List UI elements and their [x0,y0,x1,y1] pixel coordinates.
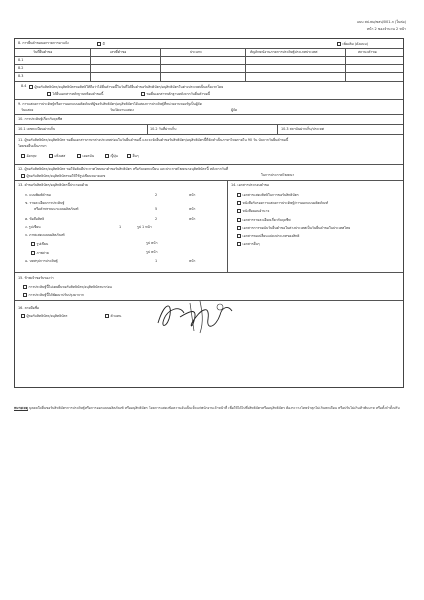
evidence-now-label: ได้ยื่นเอกสารหลักฐานพร้อมคำขอนี้ [52,92,104,96]
component-count: 2 [155,217,158,221]
section-8-attach-checkbox[interactable] [337,42,341,46]
section-16-row [15,301,403,341]
deposit-date-field[interactable]: 10.2 วันที่ฝากเก็บ [150,127,177,131]
section-8-4-text: ผู้ขอรับสิทธิบัตร/อนุสิทธิบัตรขอสิทธิให้ถือว่าได้ยื่นคำขอนี้ในวันที่ได้ยื่นคำขอรับสิทธิบัตร/อนุสิทธิบัตรในต่างประเทศเป็นครั้งแรกโดย [34,85,224,89]
doc-checkbox[interactable] [237,193,241,197]
photo-checkbox[interactable] [31,251,35,255]
lang-german-option[interactable] [77,154,94,159]
section-11-sub: โดยขอยื่นเป็นภาษา [18,144,47,148]
certify-checkbox-1[interactable] [23,285,27,289]
doc-option[interactable] [237,234,299,239]
doc-checkbox[interactable] [237,218,241,222]
lang-german-label: เยอรมัน [82,154,95,158]
section-8-4-checkbox[interactable] [29,85,33,89]
col-status: สถานะคำขอ [358,50,377,54]
doc-option[interactable] [237,209,269,214]
doc-checkbox[interactable] [237,201,241,205]
component-label: หรือคำพรรณนาแบบผลิตภัณฑ์ [34,207,79,211]
form-frame [14,38,404,388]
row-label: 8.3 [18,74,24,78]
section-8-attach-label: เพิ่มเติม (ดังแนบ) [342,42,368,46]
component-label: ง. รูปเขียน [25,225,41,229]
photo-option[interactable] [31,251,49,256]
doc-label: เอกสารแสดงสิทธิในการขอรับสิทธิบัตร [242,193,299,197]
evidence-later-label: ขอยื่นเอกสารหลักฐานหลังจากวันยื่นคำขอนี้ [146,92,210,96]
section-12-opt-label: ผู้ขอรับสิทธิบัตร/อนุสิทธิบัตรขอให้ใช้รูปเขียนหมายเลข [26,174,106,178]
certify-label-1: การประดิษฐ์นี้ไม่เคยยื่นขอรับสิทธิบัตร/อนุสิทธิบัตรมาก่อน [28,285,112,289]
col-type: ประเภท [190,50,202,54]
section-9-row [15,100,403,115]
doc-option[interactable] [237,218,290,223]
certify-option-2[interactable] [23,293,84,298]
col-classification: สัญลักษณ์งานภาคการประดิษฐ์ประเภทประเทศ [250,50,318,54]
section-8-4-label: 8.4 [21,84,27,88]
signature-image [150,297,240,335]
lang-other-label: อื่นๆ [132,154,139,158]
section-14-title: 14. เอกสารประกอบคำขอ [231,183,270,187]
doc-checkbox[interactable] [237,209,241,213]
footnote-text: บุคคลใดยื่นขอรับสิทธิบัตรการประดิษฐ์หรือการออกแบบผลิตภัณฑ์ หรืออนุสิทธิบัตร โดยการแสดงข้อความอันเป็นเท็จแก่พนักงานเจ้าหน้าที่ เพื่อให้ได้ไปซึ่งสิทธิบัตรหรืออนุสิทธิบัตร ต้องระวางโทษจำคุกไม่เกินหกเดือน หรือปรับไม่เกินห้าพันบาท หรือทั้งจำทั้งปรับ [29,406,400,410]
doc-label: เอกสารขอเปลี่ยนแปลงประเภทของสิทธิ [242,234,300,238]
doc-label: เอกสารรายละเอียดเกี่ยวกับจุลชีพ [242,218,291,222]
section-9-title: 9. การแสดงการประดิษฐ์หรือการออกแบบผลิตภัณฑ์ผู้ขอรับสิทธิบัตร/อนุสิทธิบัตรได้แสดงการประดิษฐ์ที่หน่วยงานของรัฐเป็นผู้จัด [18,102,202,106]
component-count: 5 [155,207,158,211]
section-8-4-row [15,82,403,100]
doc-label: เอกสารอื่นๆ [242,242,260,246]
section-10-title-row [15,115,403,125]
component-unit: หน้า [189,259,196,263]
signer-agent-label: ตัวแทน [110,314,122,318]
component-unit: รูป หน้า [146,250,158,254]
exhibition-open-label: วันเปิดงานแสดง [110,108,134,112]
component-unit: รูป 1 หน้า [137,225,152,229]
component-count: 1 [119,225,122,229]
component-count: 2 [155,193,158,197]
page-info: หน้า 2 ของจำนวน 2 หน้า [366,27,406,31]
signer-agent-option[interactable] [105,314,121,319]
section-8-data-row [15,57,403,65]
photo-label: ภาพถ่าย [36,251,49,255]
footnote-lead: หมายเหตุ [14,406,28,410]
doc-option[interactable] [237,226,350,231]
evidence-now-checkbox[interactable] [47,92,51,96]
component-label: จ. ภาพแสดงแบบผลิตภัณฑ์ [25,233,65,237]
section-8-yes-checkbox[interactable] [97,42,101,46]
drawing-checkbox[interactable] [31,242,35,246]
section-8-4-claim-option[interactable] [29,85,223,90]
section-8-4-option-1[interactable] [47,92,103,97]
exhibition-organizer-label: ผู้จัด [231,108,238,112]
section-13-14-row [15,181,403,273]
signer-applicant-checkbox[interactable] [21,314,25,318]
lang-japanese-label: ญี่ปุ่น [110,154,118,158]
lang-japanese-checkbox[interactable] [105,154,109,158]
deposit-number-field[interactable]: 10.1 เลขทะเบียนฝากเก็บ [18,127,56,131]
doc-option[interactable] [237,201,328,206]
lang-japanese-option[interactable] [105,154,118,159]
drawing-option[interactable] [31,242,48,247]
section-8-4-option-2[interactable] [141,92,210,97]
component-unit: หน้า [189,217,196,221]
section-12-right: ในการประกาศโฆษณา [261,173,295,177]
section-12-figure-option[interactable] [21,174,105,179]
form-code: แบบ สป.พม/ขสป/001-ก (ใบต่อ) [356,20,406,24]
section-8-data-row [15,65,403,73]
section-10-title: 10. การประดิษฐ์เกี่ยวกับจุลชีพ [18,117,63,121]
section-8-title: 8. การยื่นคำขอบอกรายการมาแจ้ง [18,41,69,45]
section-12-title: 12. ผู้ขอรับสิทธิบัตร/อนุสิทธิบัตร ขอให้อธิบดีประกาศโฆษณาคำขอรับสิทธิบัตร หรือรับจดทะเบียน และประกาศโฆษณาอนุสิทธิบัตรนี้ หลังจากวันที่ [18,167,229,171]
footnote [14,406,406,411]
row-label: 8.1 [18,58,24,62]
drawing-label: รูปเขียน [36,242,49,246]
section-8-header-row [15,49,403,57]
section-15-title: 15. ข้าพเจ้าขอรับรองว่า [18,276,54,280]
evidence-later-checkbox[interactable] [141,92,145,96]
component-count: 1 [155,259,158,263]
component-label: ฉ. บทสรุปการประดิษฐ์ [25,259,58,263]
doc-label: เอกสารการขอนับวันยื่นคำขอในต่างประเทศเป็นวันยื่นคำขอในประเทศไทย [242,226,351,230]
component-unit: หน้า [189,193,196,197]
certify-option-1[interactable] [23,285,112,290]
section-16-title: 16. ลายมือชื่อ [18,306,40,310]
component-label: ก. แบบพิมพ์คำขอ [25,193,51,197]
lang-english-checkbox[interactable] [21,154,25,158]
row-label: 8.2 [18,66,24,70]
component-unit: หน้า [189,207,196,211]
deposit-institution-field[interactable]: 10.3 สถาบันฝากเก็บ/ประเทศ [281,127,324,131]
doc-option[interactable] [237,242,260,247]
section-8-title-row [15,39,403,49]
section-11-title: 11. ผู้ขอรับสิทธิบัตร/อนุสิทธิบัตร ขอยื่นเอกสารภาษาต่างประเทศก่อนในวันยื่นคำขอนี้ และจะจัดยื่นคำขอรับสิทธิบัตร/อนุสิทธิบัตรนี้ที่จัดทำเป็นภาษาไทยภายใน 90 วัน นับจากวันยื่นคำขอนี้ [18,138,289,142]
exhibition-date-label: วันแสดง [21,108,34,112]
doc-option[interactable] [237,193,299,198]
section-12-checkbox[interactable] [21,174,25,178]
doc-label: หนังสือมอบอำนาจ [242,209,270,213]
section-11-row [15,135,403,165]
lang-english-option[interactable] [21,154,37,159]
doc-checkbox[interactable] [237,234,241,238]
section-8-attach-option[interactable] [337,42,368,47]
doc-label: หนังสือรับรองการแสดงการประดิษฐ์/การออกแบบผลิตภัณฑ์ [242,201,329,205]
section-12-row [15,165,403,181]
lang-french-label: ฝรั่งเศส [54,154,66,158]
doc-checkbox[interactable] [237,226,241,230]
component-unit: รูป หน้า [146,241,158,245]
lang-other-option[interactable] [127,154,139,159]
section-8-data-row [15,73,403,82]
lang-french-option[interactable] [49,154,65,159]
section-13-title: 13. คำขอรับสิทธิบัตร/อนุสิทธิบัตรนี้ประกอบด้วย [18,183,89,187]
certify-checkbox-2[interactable] [23,293,27,297]
certify-label-2: การประดิษฐ์นี้ได้พัฒนาปรับปรุงมาจาก [28,293,84,297]
component-label: ค. ข้อถือสิทธิ [25,217,45,221]
lang-french-checkbox[interactable] [49,154,53,158]
component-label: ข. รายละเอียดการประดิษฐ์ [25,201,65,205]
section-8-yes-option[interactable] [97,42,105,47]
signer-applicant-option[interactable] [21,314,67,319]
signer-agent-checkbox[interactable] [105,314,109,318]
signer-applicant-label: ผู้ขอรับสิทธิบัตร/อนุสิทธิบัตร [26,314,68,318]
lang-other-checkbox[interactable] [127,154,131,158]
lang-english-label: อังกฤษ [26,154,37,158]
col-filing-date: วันที่ยื่นคำขอ [33,50,53,54]
doc-checkbox[interactable] [237,242,241,246]
section-8-yes-label: มี [102,42,105,46]
col-application-number: เลขที่คำขอ [110,50,127,54]
section-10-fields-row [15,125,403,135]
lang-german-checkbox[interactable] [77,154,81,158]
